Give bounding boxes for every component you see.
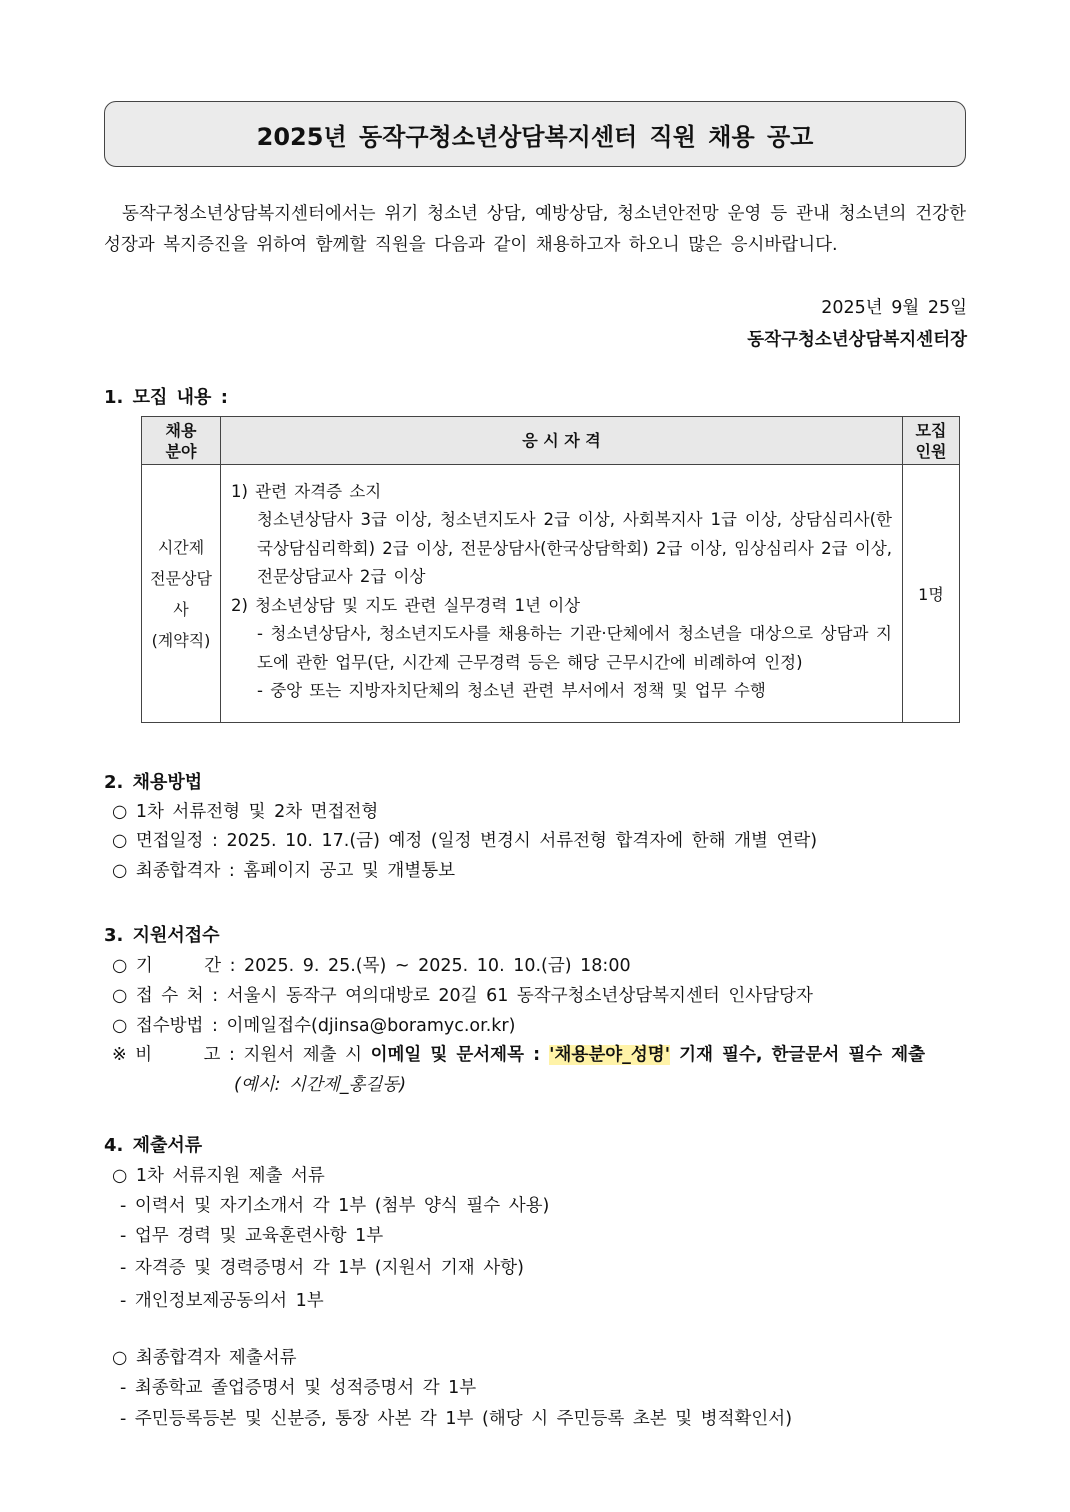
list-item: - 개인정보제공동의서 1부 (120, 1291, 324, 1311)
list-item: - 주민등록등본 및 신분증, 통장 사본 각 1부 (해당 시 주민등록 초본 및 병적확인서) (120, 1409, 793, 1429)
announcement-date: 2025년 9월 25일 (821, 298, 967, 318)
qualification-cell (221, 465, 903, 723)
application-method: ○ 접수방법 : 이메일접수(djinsa@boramyc.or.kr) (112, 1016, 516, 1036)
table-row (142, 465, 960, 723)
application-period: ○ 기 간 : 2025. 9. 25.(목) ~ 2025. 10. 10.(금) 18:00 (112, 956, 631, 976)
qualification-item: 1) 관련 자격증 소지 (231, 481, 382, 501)
intro-text: 동작구청소년상담복지센터에서는 위기 청소년 상담, 예방상담, 청소년안전망 운영 등 관내 청소년의 건강한 성장과 복지증진을 위하여 함께할 직원을 다음과 같이 채용하고자 하오니 많은 응시바랍니다. (104, 204, 966, 255)
document-group-title: ○ 1차 서류지원 제출 서류 (112, 1166, 325, 1186)
qualification-detail: - 중앙 또는 지방자치단체의 청소년 관련 부서에서 정책 및 업무 수행 (257, 681, 766, 700)
note-text: 지원서 제출 시 (243, 1045, 371, 1065)
table-header-row (142, 417, 960, 465)
intro-paragraph (104, 199, 966, 261)
qualification-item: 2) 청소년상담 및 지도 관련 실무경력 1년 이상 (231, 595, 581, 615)
recruitment-table (141, 416, 960, 723)
application-note (112, 1041, 925, 1066)
list-item: - 자격증 및 경력증명서 각 1부 (지원서 기재 사항) (120, 1258, 524, 1278)
note-example: (예시: 시간제_홍길동) (234, 1075, 407, 1095)
header-qualification: 응 시 자 격 (221, 417, 903, 465)
page-title: 2025년 동작구청소년상담복지센터 직원 채용 공고 (104, 101, 966, 167)
section-heading-application: 3. 지원서접수 (104, 925, 220, 946)
application-place: ○ 접 수 처 : 서울시 동작구 여의대방로 20길 61 동작구청소년상담복지센터 인사담당자 (112, 986, 813, 1006)
qualification-detail: 청소년상담사 3급 이상, 청소년지도사 2급 이상, 사회복지사 1급 이상, 상담심리사(한국상담심리학회) 2급 이상, 전문상담사(한국상담학회) 2급 이상, 임상심리사 2급 이상, 전문상담교사 2급 이상 (257, 510, 892, 586)
list-item: ○ 면접일정 : 2025. 10. 17.(금) 예정 (일정 변경시 서류전형 합격자에 한해 개별 연락) (112, 831, 818, 851)
list-item: ○ 최종합격자 : 홈페이지 공고 및 개별통보 (112, 861, 456, 881)
recruitment-field: 시간제 전문상담사 (계약직) (142, 465, 221, 723)
issuer-name: 동작구청소년상담복지센터장 (747, 330, 967, 350)
list-item: - 최종학교 졸업증명서 및 성적증명서 각 1부 (120, 1378, 477, 1398)
list-item: - 업무 경력 및 교육훈련사항 1부 (120, 1226, 384, 1246)
document-group-title: ○ 최종합격자 제출서류 (112, 1348, 297, 1368)
note-label: ※ 비 고 : (112, 1045, 244, 1065)
header-count: 모집 인원 (903, 417, 960, 465)
note-bold-required: 기재 필수, 한글문서 필수 제출 (670, 1045, 926, 1065)
recruitment-count: 1명 (903, 465, 960, 723)
section-heading-documents: 4. 제출서류 (104, 1135, 203, 1156)
section-heading-method: 2. 채용방법 (104, 772, 203, 793)
list-item: ○ 1차 서류전형 및 2차 면접전형 (112, 802, 379, 822)
header-field: 채용 분야 (142, 417, 221, 465)
list-item: - 이력서 및 자기소개서 각 1부 (첨부 양식 필수 사용) (120, 1196, 550, 1216)
note-bold: 이메일 및 문서제목 : (370, 1045, 550, 1065)
note-highlight: '채용분야_성명' (549, 1045, 671, 1065)
section-heading-recruitment: 1. 모집 내용 : (104, 387, 228, 408)
qualification-detail: - 청소년상담사, 청소년지도사를 채용하는 기관·단체에서 청소년을 대상으로 상담과 지도에 관한 업무(단, 시간제 근무경력 등은 해당 근무시간에 비례하여 인정) (257, 624, 892, 672)
